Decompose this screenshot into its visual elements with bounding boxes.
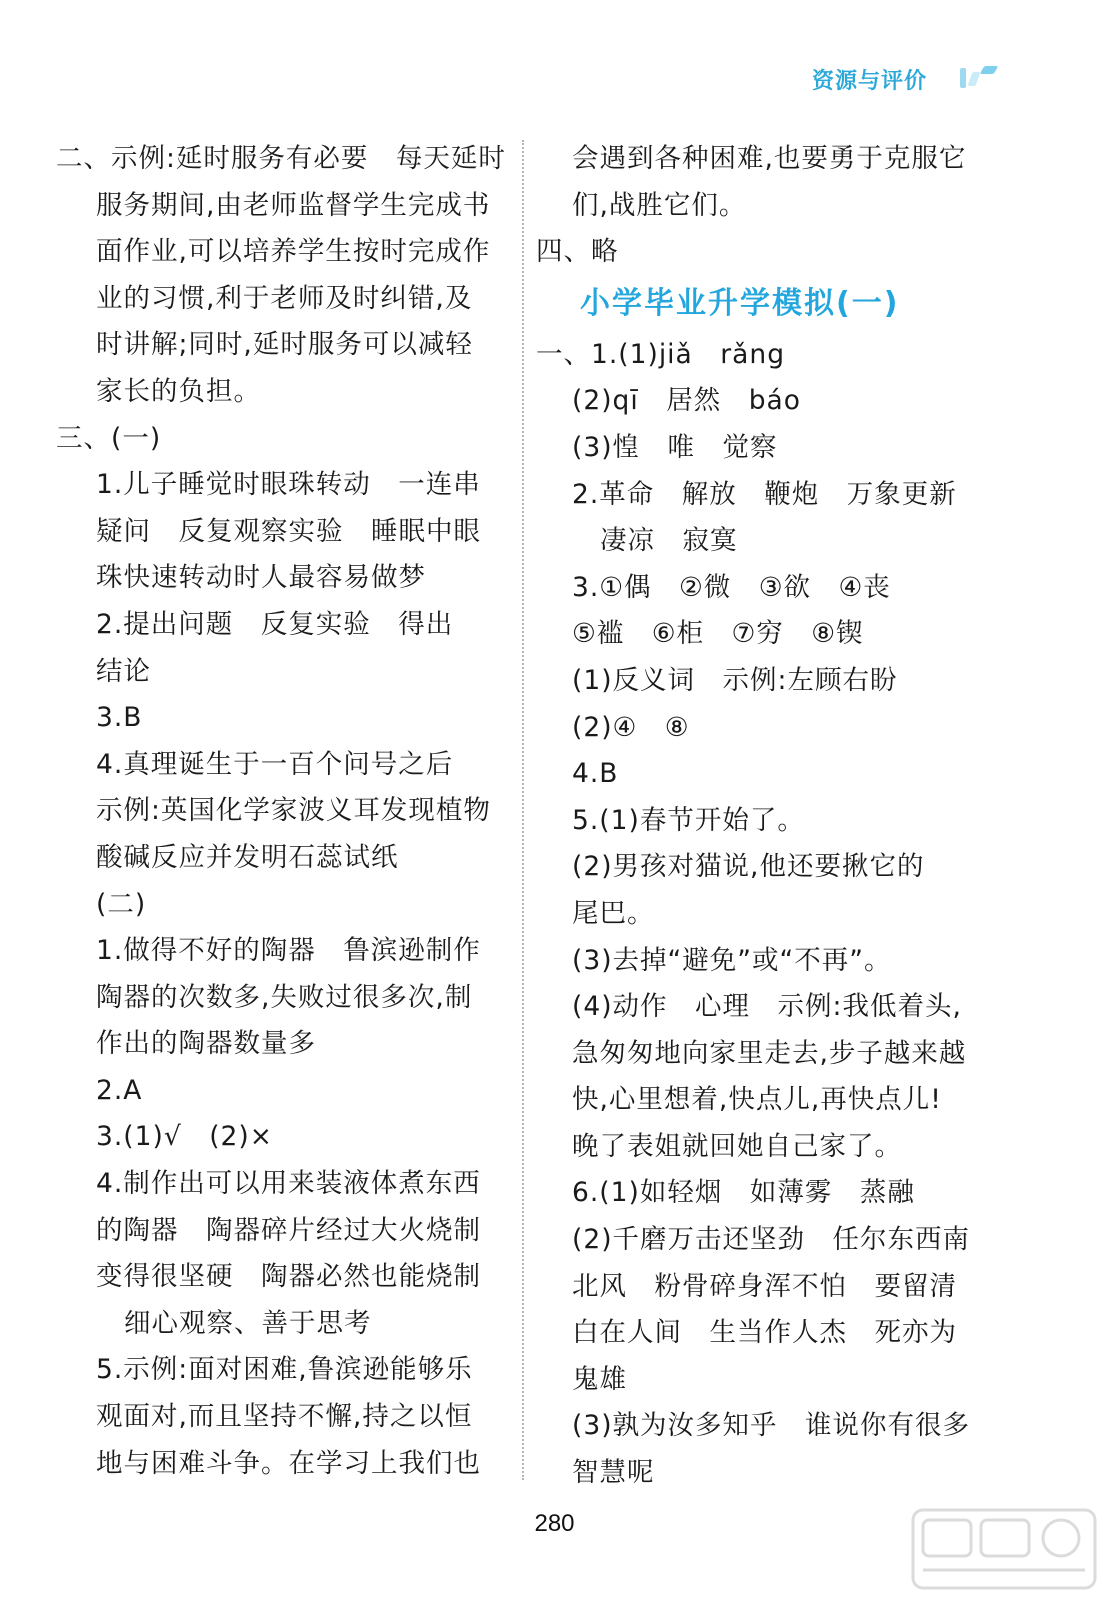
text-line: (2)千磨万击还坚劲 任尔东西南 (572, 1224, 971, 1256)
text-line: 3.B (96, 702, 143, 734)
text-line: 北风 粉骨碎身浑不怕 要留清 (572, 1270, 957, 1302)
text-line: 5.(1)春节开始了。 (572, 804, 805, 836)
watermark-logo-icon (909, 1506, 1099, 1592)
text-line: 观面对,而且坚持不懈,持之以恒 (96, 1401, 473, 1433)
text-line: ⑤褴 ⑥柜 ⑦穷 ⑧锲 (572, 618, 864, 650)
text-line: 尾巴。 (572, 897, 655, 929)
text-line: 3.①偶 ②微 ③欲 ④丧 (572, 571, 891, 603)
column-divider (522, 140, 524, 1480)
text-line: 一、1.(1)jiǎ rǎng (536, 338, 786, 370)
text-line: (二) (96, 888, 147, 920)
text-line: 4.真理诞生于一百个问号之后 (96, 748, 454, 780)
text-line: 珠快速转动时人最容易做梦 (96, 562, 426, 594)
text-line: 白在人间 生当作人杰 死亦为 (572, 1317, 957, 1349)
text-line: 凄凉 寂寞 (600, 525, 738, 557)
text-line: 4.B (572, 758, 619, 790)
text-line: 鬼雄 (572, 1363, 627, 1395)
text-line: (2)qī 居然 báo (572, 385, 801, 417)
text-line: 细心观察、善于思考 (124, 1307, 372, 1339)
text-line: 1.儿子睡觉时眼珠转动 一连串 (96, 469, 481, 501)
text-line: 会遇到各种困难,也要勇于克服它 (572, 143, 967, 174)
text-line: (2)④ ⑧ (572, 711, 690, 743)
text-line: 们,战胜它们。 (572, 189, 747, 221)
text-line: 疑问 反复观察实验 睡眠中眼 (96, 515, 481, 547)
text-line: 1.做得不好的陶器 鲁滨逊制作 (96, 935, 481, 967)
text-line: 作出的陶器数量多 (96, 1028, 316, 1060)
text-line: 服务期间,由老师监督学生完成书 (96, 189, 491, 221)
right-column (536, 136, 1006, 1497)
text-line: 二、示例:延时服务有必要 每天延时 (56, 143, 506, 174)
text-line: 酸碱反应并发明石蕊试纸 (96, 841, 399, 873)
text-line: 地与困难斗争。在学习上我们也 (96, 1447, 481, 1479)
text-line: (3)去掉“避免”或“不再”。 (572, 944, 892, 976)
text-line: 2.A (96, 1074, 143, 1106)
text-line: (1)反义词 示例:左顾右盼 (572, 664, 898, 696)
text-line: (3)孰为汝多知乎 谁说你有很多 (572, 1410, 971, 1442)
text-line: 三、(一) (56, 422, 162, 454)
text-line: 结论 (96, 655, 151, 687)
left-column (56, 136, 512, 1487)
header-label: 资源与评价 (812, 69, 928, 94)
text-line: 急匆匆地向家里走去,步子越来越 (572, 1037, 967, 1069)
text-line: 四、略 (536, 236, 619, 268)
text-line: 2.革命 解放 鞭炮 万象更新 (572, 478, 957, 510)
text-line: 智慧呢 (572, 1457, 655, 1489)
text-line: (2)男孩对猫说,他还要揪它的 (572, 851, 925, 883)
text-line: 快,心里想着,快点儿,再快点儿! (572, 1084, 942, 1116)
text-line: 示例:英国化学家波义耳发现植物 (96, 795, 491, 827)
text-line: 5.示例:面对困难,鲁滨逊能够乐 (96, 1354, 473, 1386)
text-line: 晚了表姐就回她自己家了。 (572, 1130, 902, 1162)
text-line: (4)动作 心理 示例:我低着头, (572, 991, 962, 1023)
text-line: 4.制作出可以用来装液体煮东西 (96, 1168, 481, 1200)
text-line: 的陶器 陶器碎片经过大火烧制 (96, 1214, 481, 1246)
text-line: 变得很坚硬 陶器必然也能烧制 (96, 1261, 481, 1293)
text-line: 家长的负担。 (96, 375, 261, 407)
section-title: 小学毕业升学模拟(一) (580, 285, 900, 321)
page-number: 280 (534, 1510, 575, 1537)
text-line: 2.提出问题 反复实验 得出 (96, 608, 454, 640)
header-decoration-icon (960, 66, 1000, 90)
text-line: 陶器的次数多,失败过很多次,制 (96, 981, 473, 1013)
text-line: 时讲解;同时,延时服务可以减轻 (96, 329, 473, 361)
text-line: (3)惶 唯 觉察 (572, 431, 778, 463)
text-line: 业的习惯,利于老师及时纠错,及 (96, 282, 473, 314)
text-line: 6.(1)如轻烟 如薄雾 蒸融 (572, 1177, 915, 1209)
text-line: 面作业,可以培养学生按时完成作 (96, 236, 491, 268)
text-line: 3.(1)√ (2)× (96, 1121, 273, 1153)
